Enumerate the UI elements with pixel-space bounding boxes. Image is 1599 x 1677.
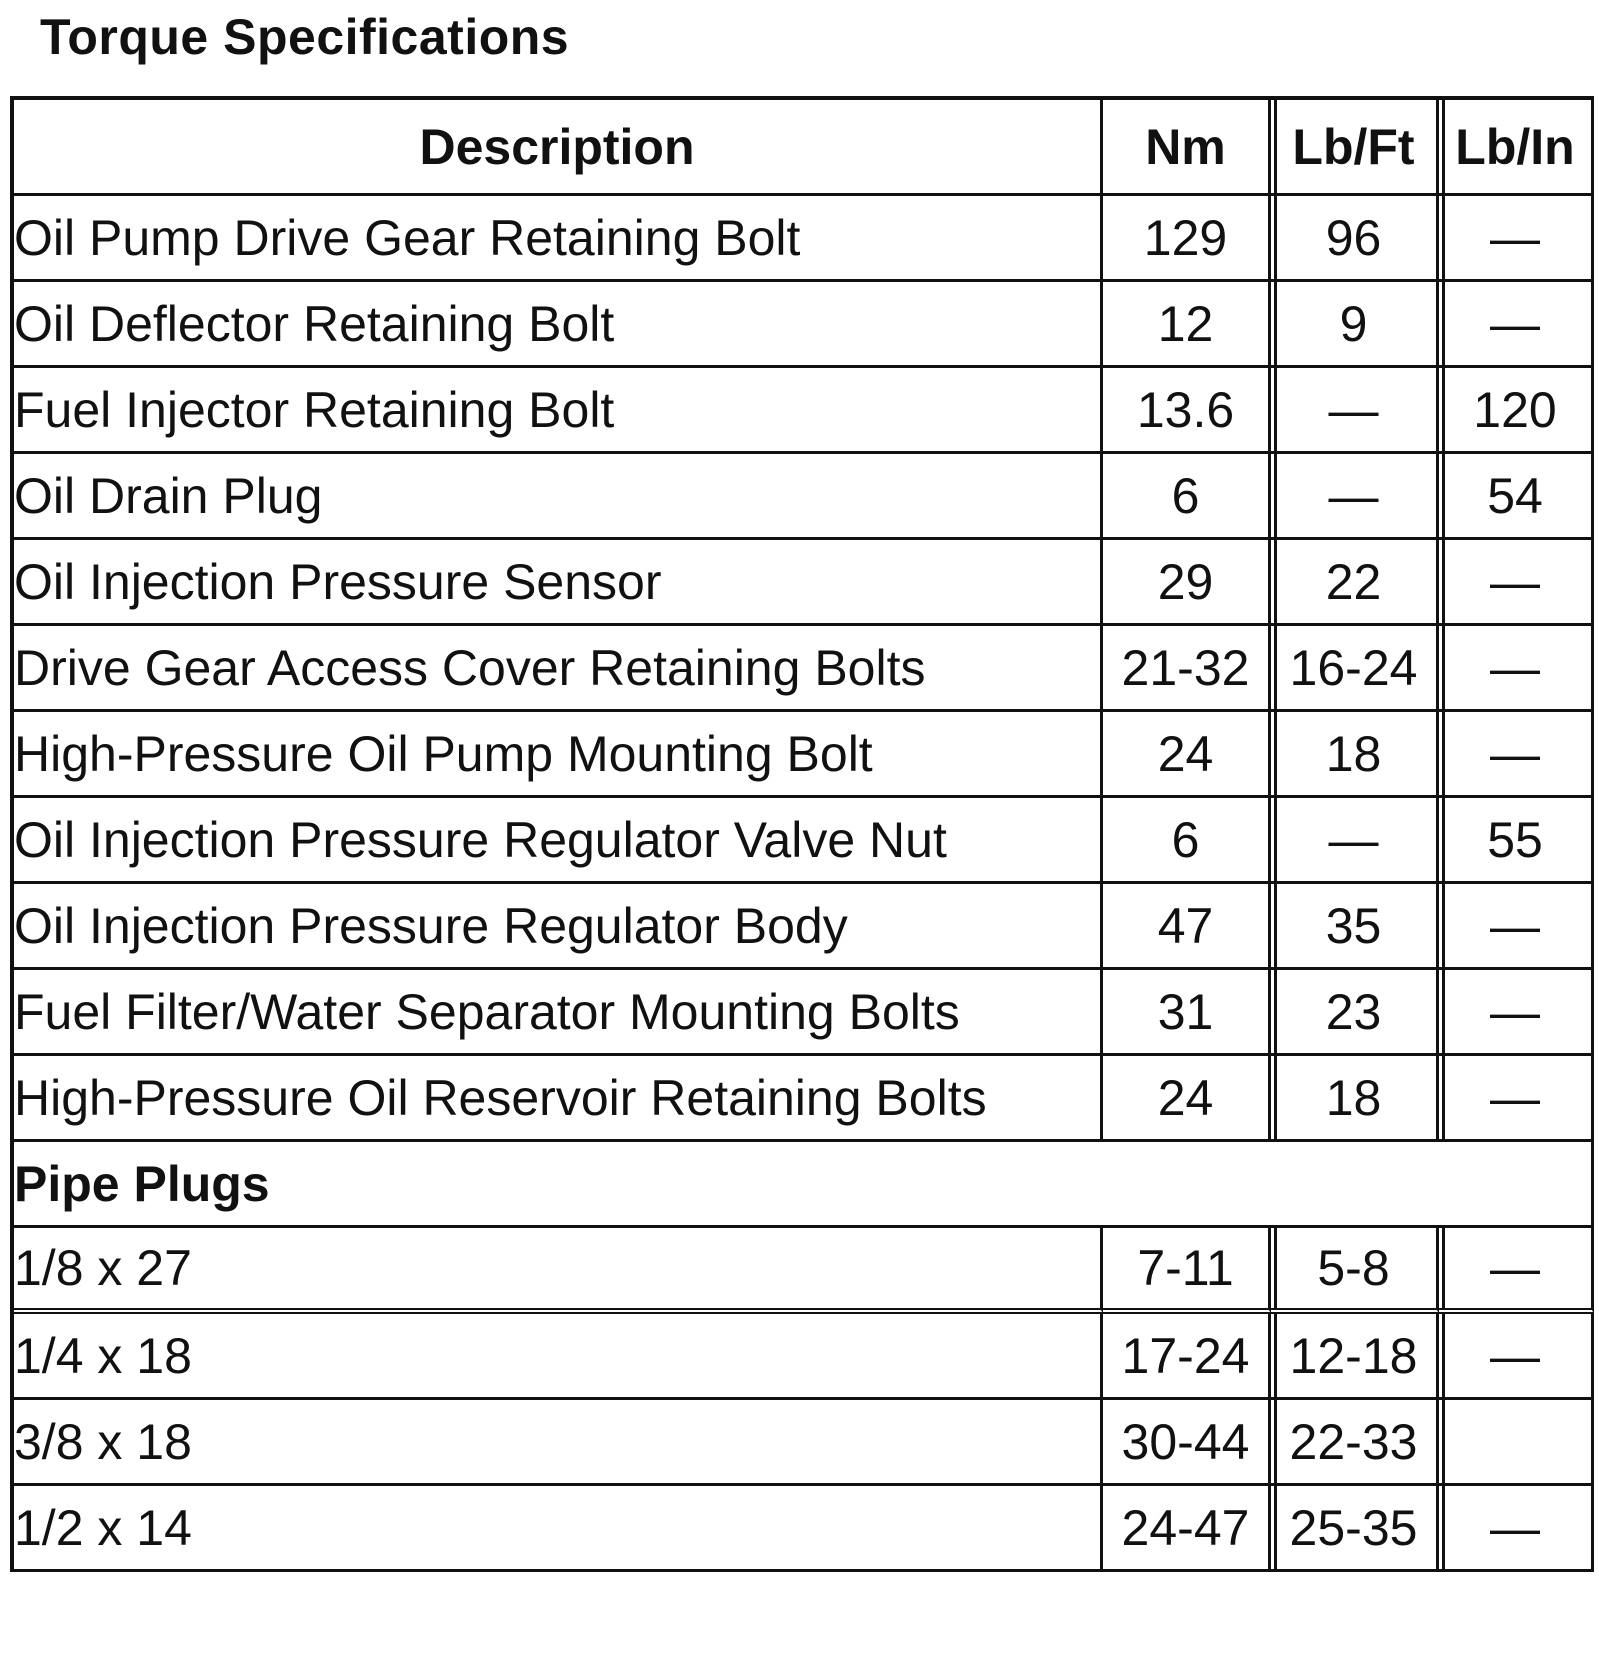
row-lbin: 54	[1439, 454, 1594, 540]
row-nm: 13.6	[1103, 368, 1271, 454]
row-nm: 30-44	[1103, 1400, 1271, 1486]
section-heading-pipe-plugs: Pipe Plugs	[14, 1142, 1594, 1228]
row-nm: 31	[1103, 970, 1271, 1056]
table-row	[14, 626, 1594, 712]
row-nm: 29	[1103, 540, 1271, 626]
column-header-description: Description	[14, 100, 1103, 196]
row-lbin: —	[1439, 540, 1594, 626]
row-lbin: 120	[1439, 368, 1594, 454]
column-header-lbft: Lb/Ft	[1271, 100, 1439, 196]
row-nm: 6	[1103, 454, 1271, 540]
row-lbft: 9	[1271, 282, 1439, 368]
row-lbin: —	[1439, 1486, 1594, 1572]
table-row	[14, 1056, 1594, 1142]
row-lbin: —	[1439, 712, 1594, 798]
row-nm: 47	[1103, 884, 1271, 970]
row-lbin: —	[1439, 970, 1594, 1056]
table-row	[14, 1486, 1594, 1572]
row-nm: 21-32	[1103, 626, 1271, 712]
row-nm: 12	[1103, 282, 1271, 368]
row-nm: 24	[1103, 1056, 1271, 1142]
row-description: Drive Gear Access Cover Retaining Bolts	[14, 626, 1103, 712]
row-lbin: —	[1439, 196, 1594, 282]
table-row	[14, 1314, 1594, 1400]
row-lbin: 55	[1439, 798, 1594, 884]
row-description: Oil Injection Pressure Regulator Body	[14, 884, 1103, 970]
table-row	[14, 368, 1594, 454]
row-lbft: 96	[1271, 196, 1439, 282]
column-header-nm: Nm	[1103, 100, 1271, 196]
row-nm: 17-24	[1103, 1314, 1271, 1400]
table-row	[14, 454, 1594, 540]
section-row	[14, 1142, 1594, 1228]
table-row	[14, 282, 1594, 368]
row-description: Oil Injection Pressure Sensor	[14, 540, 1103, 626]
row-description: Oil Pump Drive Gear Retaining Bolt	[14, 196, 1103, 282]
table-row	[14, 1400, 1594, 1486]
row-nm: 129	[1103, 196, 1271, 282]
table-row	[14, 1228, 1594, 1314]
row-lbft: —	[1271, 798, 1439, 884]
row-lbft: 18	[1271, 712, 1439, 798]
row-description: 1/8 x 27	[14, 1228, 1103, 1314]
row-lbin	[1439, 1400, 1594, 1486]
row-description: Oil Drain Plug	[14, 454, 1103, 540]
row-lbin: —	[1439, 626, 1594, 712]
row-description: 1/4 x 18	[14, 1314, 1103, 1400]
row-lbin: —	[1439, 282, 1594, 368]
table-row	[14, 884, 1594, 970]
table-row	[14, 712, 1594, 798]
page-title: Torque Specifications	[40, 9, 570, 65]
row-description: Oil Injection Pressure Regulator Valve Nut	[14, 798, 1103, 884]
row-lbin: —	[1439, 1056, 1594, 1142]
row-lbft: 5-8	[1271, 1228, 1439, 1314]
row-description: 1/2 x 14	[14, 1486, 1103, 1572]
row-lbft: 22	[1271, 540, 1439, 626]
row-nm: 24	[1103, 712, 1271, 798]
row-lbft: —	[1271, 368, 1439, 454]
row-nm: 6	[1103, 798, 1271, 884]
row-description: High-Pressure Oil Pump Mounting Bolt	[14, 712, 1103, 798]
row-lbin: —	[1439, 884, 1594, 970]
row-lbft: 18	[1271, 1056, 1439, 1142]
table-row	[14, 196, 1594, 282]
torque-spec-table	[10, 96, 1594, 1572]
column-header-lbin: Lb/In	[1439, 100, 1594, 196]
row-description: Fuel Filter/Water Separator Mounting Bolts	[14, 970, 1103, 1056]
row-lbft: 25-35	[1271, 1486, 1439, 1572]
row-description: High-Pressure Oil Reservoir Retaining Bolts	[14, 1056, 1103, 1142]
row-lbft: 12-18	[1271, 1314, 1439, 1400]
row-nm: 24-47	[1103, 1486, 1271, 1572]
row-lbft: 23	[1271, 970, 1439, 1056]
table-header-row	[14, 100, 1594, 196]
table-row	[14, 798, 1594, 884]
row-lbft: 16-24	[1271, 626, 1439, 712]
row-lbft: —	[1271, 454, 1439, 540]
row-lbin: —	[1439, 1228, 1594, 1314]
row-lbft: 35	[1271, 884, 1439, 970]
row-lbin: —	[1439, 1314, 1594, 1400]
table-row	[14, 970, 1594, 1056]
table-row	[14, 540, 1594, 626]
row-description: 3/8 x 18	[14, 1400, 1103, 1486]
row-description: Fuel Injector Retaining Bolt	[14, 368, 1103, 454]
row-description: Oil Deflector Retaining Bolt	[14, 282, 1103, 368]
row-nm: 7-11	[1103, 1228, 1271, 1314]
row-lbft: 22-33	[1271, 1400, 1439, 1486]
